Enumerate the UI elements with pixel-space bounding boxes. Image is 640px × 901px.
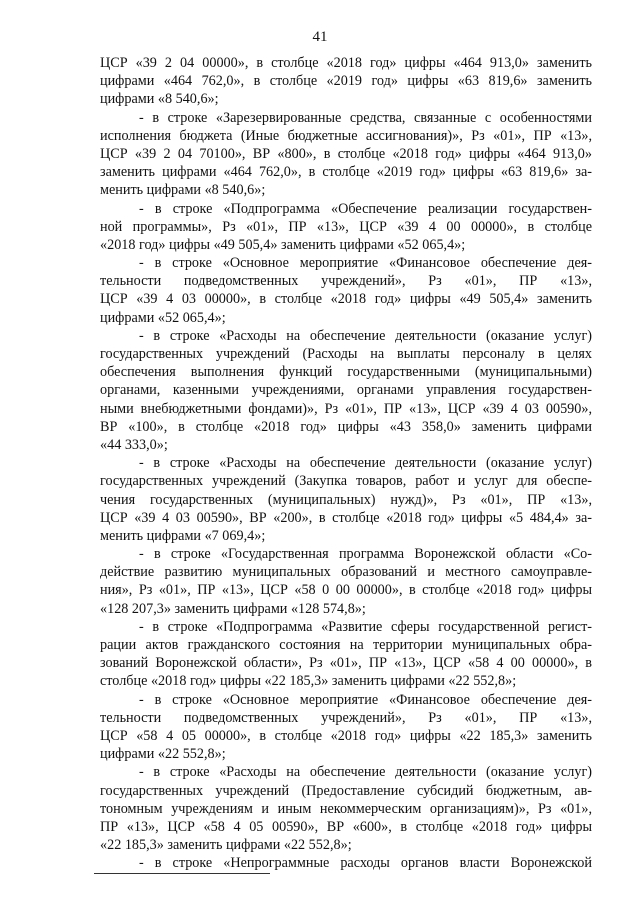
text-line: ЦСР «58 4 05 00000», в столбце «2018 год» цифры «22 185,3» заменить [100,727,592,744]
text-line: - в строке «Непрограммные расходы органов власти Воронежской [139,855,592,872]
text-line: тономным учреждениям и иным некоммерческим организациям)», Рз «01», [100,800,592,817]
document-body [100,54,592,872]
text-line: столбце «2018 год» цифры «22 185,3» заменить цифрами «22 552,8»; [100,673,517,690]
text-line: - в строке «Государственная программа Воронежской области «Со- [139,546,592,563]
text-line: цифрами «8 540,6»; [100,91,219,108]
text-line: - в строке «Основное мероприятие «Финансовое обеспечение дея- [139,691,592,708]
text-line: - в строке «Расходы на обеспечение деятельности (оказание услуг) [139,764,592,781]
text-line: ЦСР «39 2 04 00000», в столбце «2018 год» цифры «464 913,0» заменить [100,55,592,71]
text-line: менить цифрами «8 540,6»; [100,182,266,199]
text-line: зований Воронежской области», Рз «01», ПР «13», ЦСР «58 4 00 00000», в [100,655,592,672]
text-line: - в строке «Подпрограмма «Обеспечение реализации государствен- [139,200,592,217]
text-line: ЦСР «39 4 03 00590», ВР «200», в столбце «2018 год» цифры «5 484,4» за- [100,509,592,526]
text-line: - в строке «Подпрограмма «Развитие сферы государственной регист- [139,618,592,635]
text-line: рации актов гражданского состояния на территории муниципальных обра- [100,637,592,653]
text-line: - в строке «Зарезервированные средства, связанные с особенностями [139,109,592,126]
page-number: 41 [312,29,328,45]
text-line: государственных учреждений (Закупка товаров, работ и услуг для обеспе- [100,473,592,490]
text-line: ПР «13», ЦСР «58 4 05 00590», ВР «600», в столбце «2018 год» цифры [100,818,592,835]
text-line: цифрами «52 065,4»; [100,309,226,326]
text-line: органами, казенными учреждениями, органами управления государствен- [100,382,592,399]
text-line: - в строке «Основное мероприятие «Финансовое обеспечение дея- [139,255,592,272]
text-line: заменить цифрами «464 762,0», в столбце «2019 год» цифры «63 819,6» за- [100,164,592,181]
text-line: «22 185,3» заменить цифрами «22 552,8»; [100,837,352,854]
text-line: ными внебюджетными фондами)», Рз «01», ПР «13», ЦСР «39 4 03 00590», [100,400,592,417]
text-line: цифрами «464 762,0», в столбце «2019 год» цифры «63 819,6» заменить [100,73,592,90]
text-line: цифрами «22 552,8»; [100,746,226,763]
text-line: ния», Рз «01», ПР «13», ЦСР «58 0 00 00000», в столбце «2018 год» цифры [100,582,592,599]
text-line: обеспечения выполнения функций государственными (муниципальными) [100,364,592,381]
text-line: ЦСР «39 2 04 70100», ВР «800», в столбце «2018 год» цифры «464 913,0» [100,145,592,162]
text-line: «128 207,3» заменить цифрами «128 574,8»; [100,600,366,617]
text-line: ЦСР «39 4 03 00000», в столбце «2018 год» цифры «49 505,4» заменить [100,291,592,308]
text-line: ВР «100», в столбце «2018 год» цифры «43 358,0» заменить цифрами [100,418,592,435]
text-line: чения государственных (муниципальных) нужд)», Рз «01», ПР «13», [100,491,592,508]
text-line: менить цифрами «7 069,4»; [100,527,266,544]
text-line: «2018 год» цифры «49 505,4» заменить цифрами «52 065,4»; [100,236,466,253]
text-line: ной программы», Рз «01», ПР «13», ЦСР «39 4 00 00000», в столбце [100,218,592,235]
page-bottom-rule [94,873,270,874]
text-line: тельности подведомственных учреждений», Рз «01», ПР «13», [100,273,592,290]
text-line: - в строке «Расходы на обеспечение деятельности (оказание услуг) [139,327,592,344]
text-line: государственных учреждений (Расходы на выплаты персоналу в целях [100,346,592,362]
text-line: - в строке «Расходы на обеспечение деятельности (оказание услуг) [139,455,592,472]
text-line: действие развитию муниципальных образований и местного самоуправле- [100,564,592,581]
text-line: государственных учреждений (Предоставление субсидий бюджетным, ав- [100,782,592,799]
text-line: «44 333,0»; [100,436,168,453]
text-line: тельности подведомственных учреждений», Рз «01», ПР «13», [100,709,592,726]
text-line: исполнения бюджета (Иные бюджетные ассигнования)», Рз «01», ПР «13», [100,127,592,144]
